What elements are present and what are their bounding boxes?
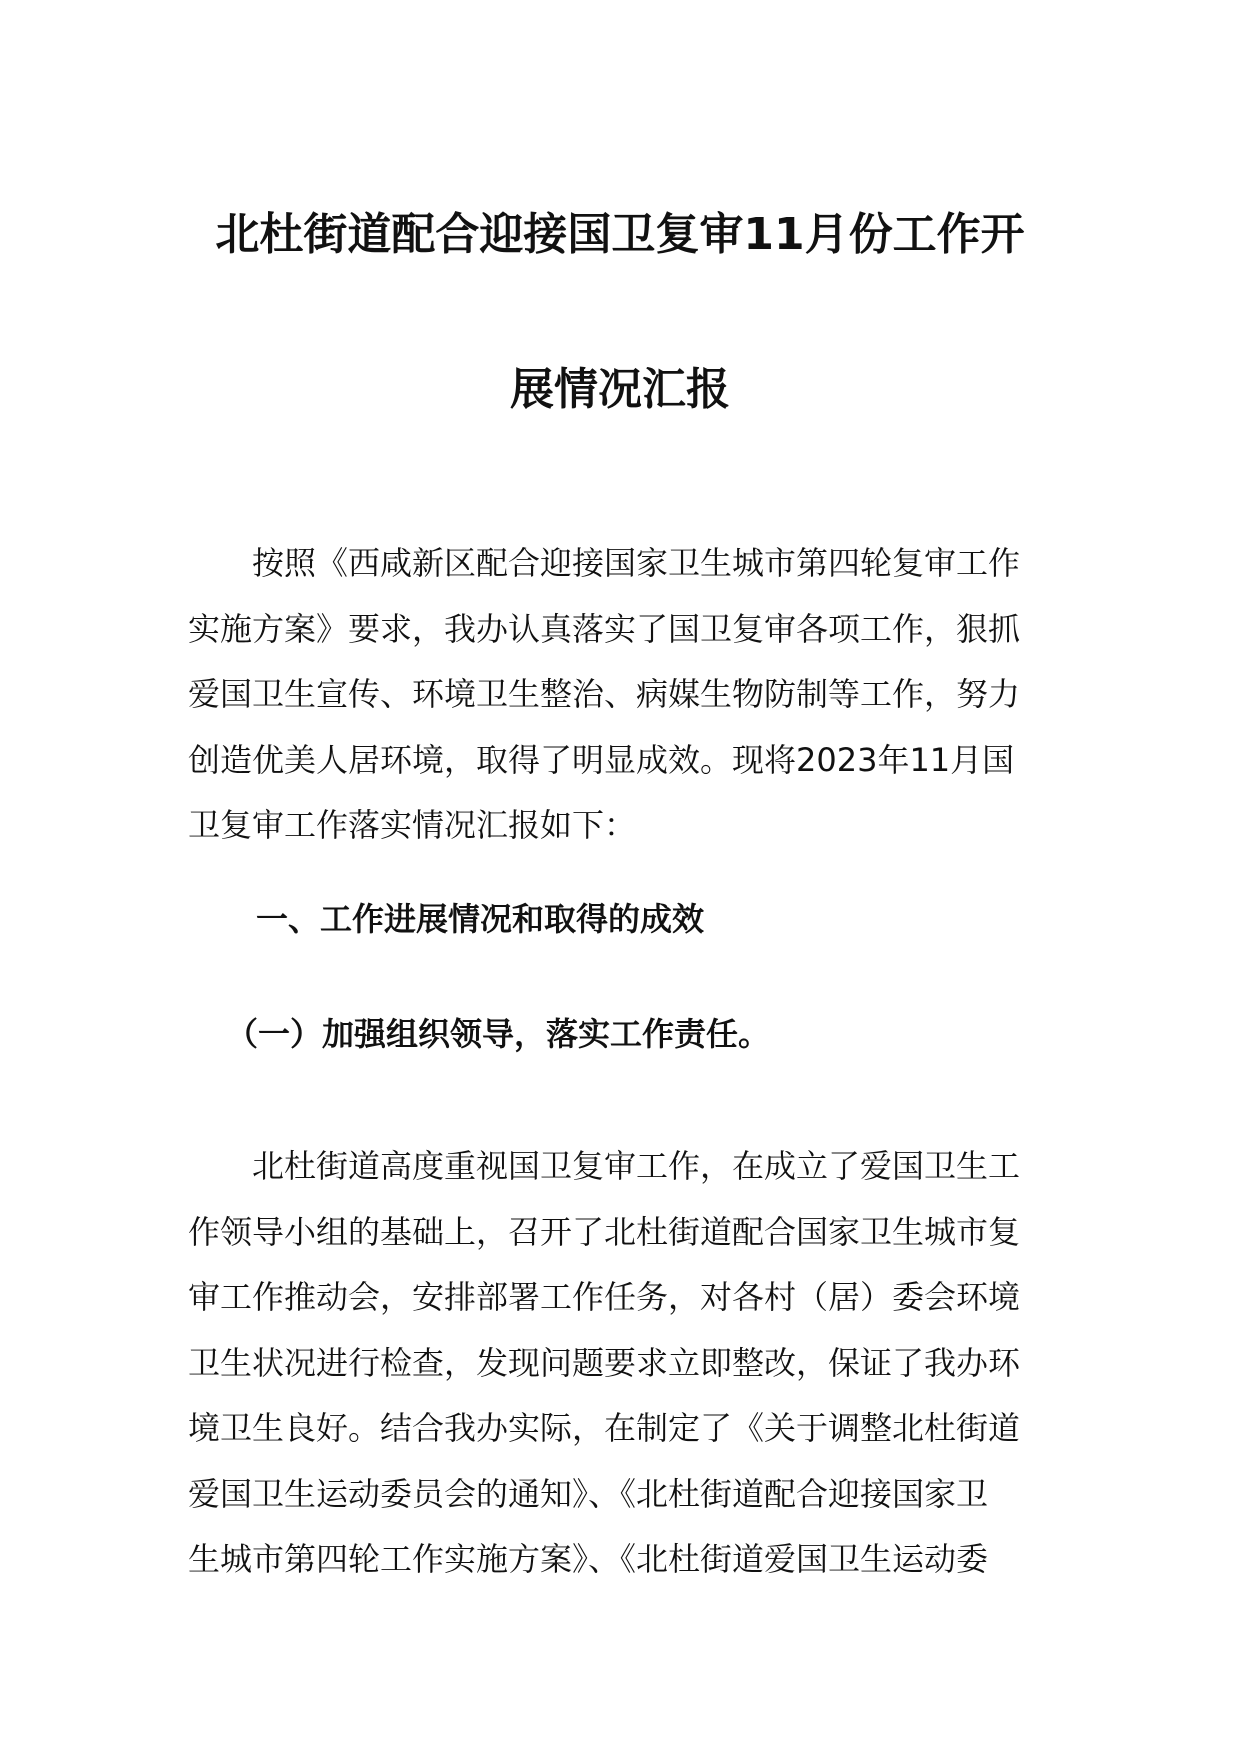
paragraph-line: 审工作推动会，安排部署工作任务，对各村（居）委会环境	[188, 1278, 1021, 1316]
paragraph-line: 爱国卫生宣传、环境卫生整治、病媒生物防制等工作，努力	[188, 675, 1021, 713]
paragraph-line: 卫复审工作落实情况汇报如下：	[188, 806, 637, 844]
document-title-line-2: 展情况汇报	[510, 364, 730, 415]
paragraph-line: 创造优美人居环境，取得了明显成效。现将2023年11月国	[188, 740, 1015, 779]
paragraph-line: 北杜街道高度重视国卫复审工作，在成立了爱国卫生工	[252, 1147, 1021, 1185]
paragraph-line: 爱国卫生运动委员会的通知》、《北杜街道配合迎接国家卫	[188, 1474, 989, 1513]
paragraph-line: 卫生状况进行检查，发现问题要求立即整改，保证了我办环	[188, 1343, 1021, 1382]
paragraph-line: 按照《西咸新区配合迎接国家卫生城市第四轮复审工作	[252, 544, 1021, 582]
paragraph-line: 境卫生良好。结合我办实际，在制定了《关于调整北杜街道	[188, 1409, 1021, 1447]
subsection-heading: （一）加强组织领导，落实工作责任。	[226, 1015, 771, 1053]
section-heading: 一、工作进展情况和取得的成效	[256, 900, 705, 938]
intro-paragraph	[188, 531, 1048, 859]
paragraph-line: 作领导小组的基础上，召开了北杜街道配合国家卫生城市复	[188, 1212, 1021, 1251]
body-paragraph	[188, 1134, 1048, 1593]
document-title-line-1: 北杜街道配合迎接国卫复审11月份工作开	[215, 209, 1025, 260]
paragraph-line: 生城市第四轮工作实施方案》、《北杜街道爱国卫生运动委	[188, 1540, 989, 1578]
paragraph-line: 实施方案》要求，我办认真落实了国卫复审各项工作，狠抓	[188, 609, 1021, 648]
